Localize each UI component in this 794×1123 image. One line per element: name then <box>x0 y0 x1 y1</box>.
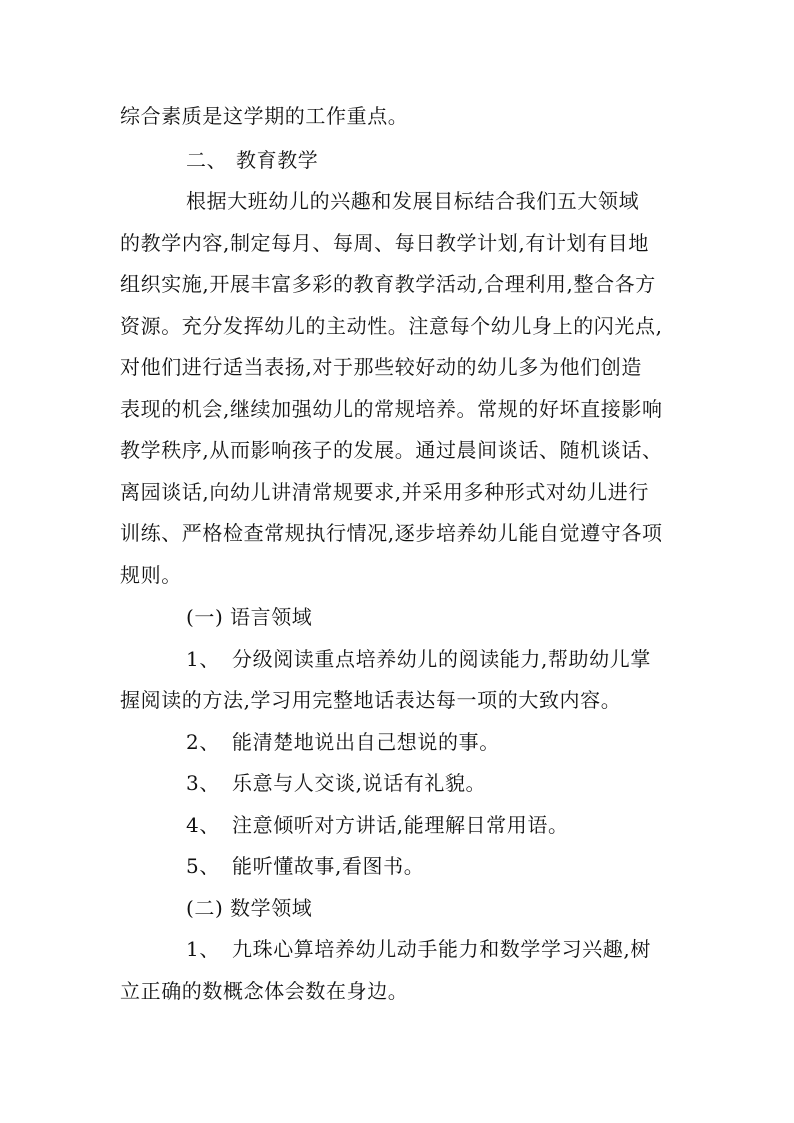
list-item-number: 3、 <box>186 771 220 795</box>
section-heading-education <box>186 148 318 172</box>
language-item-4 <box>186 813 569 837</box>
intro-tail-text: 综合素质是这学期的工作重点。 <box>120 104 409 128</box>
paragraph-line-5: 对他们进行适当表扬,对于那些较好动的幼儿多为他们创造 <box>120 355 642 379</box>
list-item-text: 乐意与人交谈,说话有礼貌。 <box>232 771 487 795</box>
language-item-1-continuation: 握阅读的方法,学习用完整地话表达每一项的大致内容。 <box>120 688 622 712</box>
paragraph-line-8: 离园谈话,向幼儿讲清常规要求,并采用多种形式对幼儿进行 <box>120 480 649 504</box>
list-item-number: 2、 <box>186 730 220 754</box>
subsection-heading-language <box>186 605 312 629</box>
language-item-1 <box>186 647 651 671</box>
subsection-number: (二) <box>186 896 224 920</box>
math-item-1-continuation: 立正确的数概念体会数在身边。 <box>120 979 409 1003</box>
list-item-number: 1、 <box>186 647 220 671</box>
math-item-1 <box>186 937 651 961</box>
subsection-title: 数学领域 <box>230 896 313 920</box>
subsection-number: (一) <box>186 605 224 629</box>
paragraph-line-6: 表现的机会,继续加强幼儿的常规培养。常规的好坏直接影响 <box>120 397 663 421</box>
list-item-text: 能清楚地说出自己想说的事。 <box>232 730 500 754</box>
list-item-text: 九珠心算培养幼儿动手能力和数学学习兴趣,树 <box>232 937 651 961</box>
paragraph-line-7: 教学秩序,从而影响孩子的发展。通过晨间谈话、随机谈话、 <box>120 438 663 462</box>
paragraph-line-10: 规则。 <box>120 563 182 587</box>
section-title: 教育教学 <box>236 148 319 172</box>
subsection-title: 语言领域 <box>230 605 313 629</box>
paragraph-line-2: 的教学内容,制定每月、每周、每日教学计划,有计划有目地 <box>120 231 649 255</box>
paragraph-line-9: 训练、严格检查常规执行情况,逐步培养幼儿能自觉遵守各项 <box>120 521 663 545</box>
language-item-3 <box>186 771 486 795</box>
language-item-2 <box>186 730 500 754</box>
section-number: 二、 <box>186 148 228 172</box>
list-item-text: 分级阅读重点培养幼儿的阅读能力,帮助幼儿掌 <box>232 647 651 671</box>
list-item-text: 能听懂故事,看图书。 <box>232 854 425 878</box>
paragraph-line-4: 资源。充分发挥幼儿的主动性。注意每个幼儿身上的闪光点, <box>120 314 663 338</box>
paragraph-line-3: 组织实施,开展丰富多彩的教育教学活动,合理利用,整合各方 <box>120 272 656 296</box>
language-item-5 <box>186 854 424 878</box>
list-item-text: 注意倾听对方讲话,能理解日常用语。 <box>232 813 569 837</box>
list-item-number: 5、 <box>186 854 220 878</box>
list-item-number: 4、 <box>186 813 220 837</box>
paragraph-line-1: 根据大班幼儿的兴趣和发展目标结合我们五大领域 <box>186 189 640 213</box>
subsection-heading-math <box>186 896 312 920</box>
list-item-number: 1、 <box>186 937 220 961</box>
